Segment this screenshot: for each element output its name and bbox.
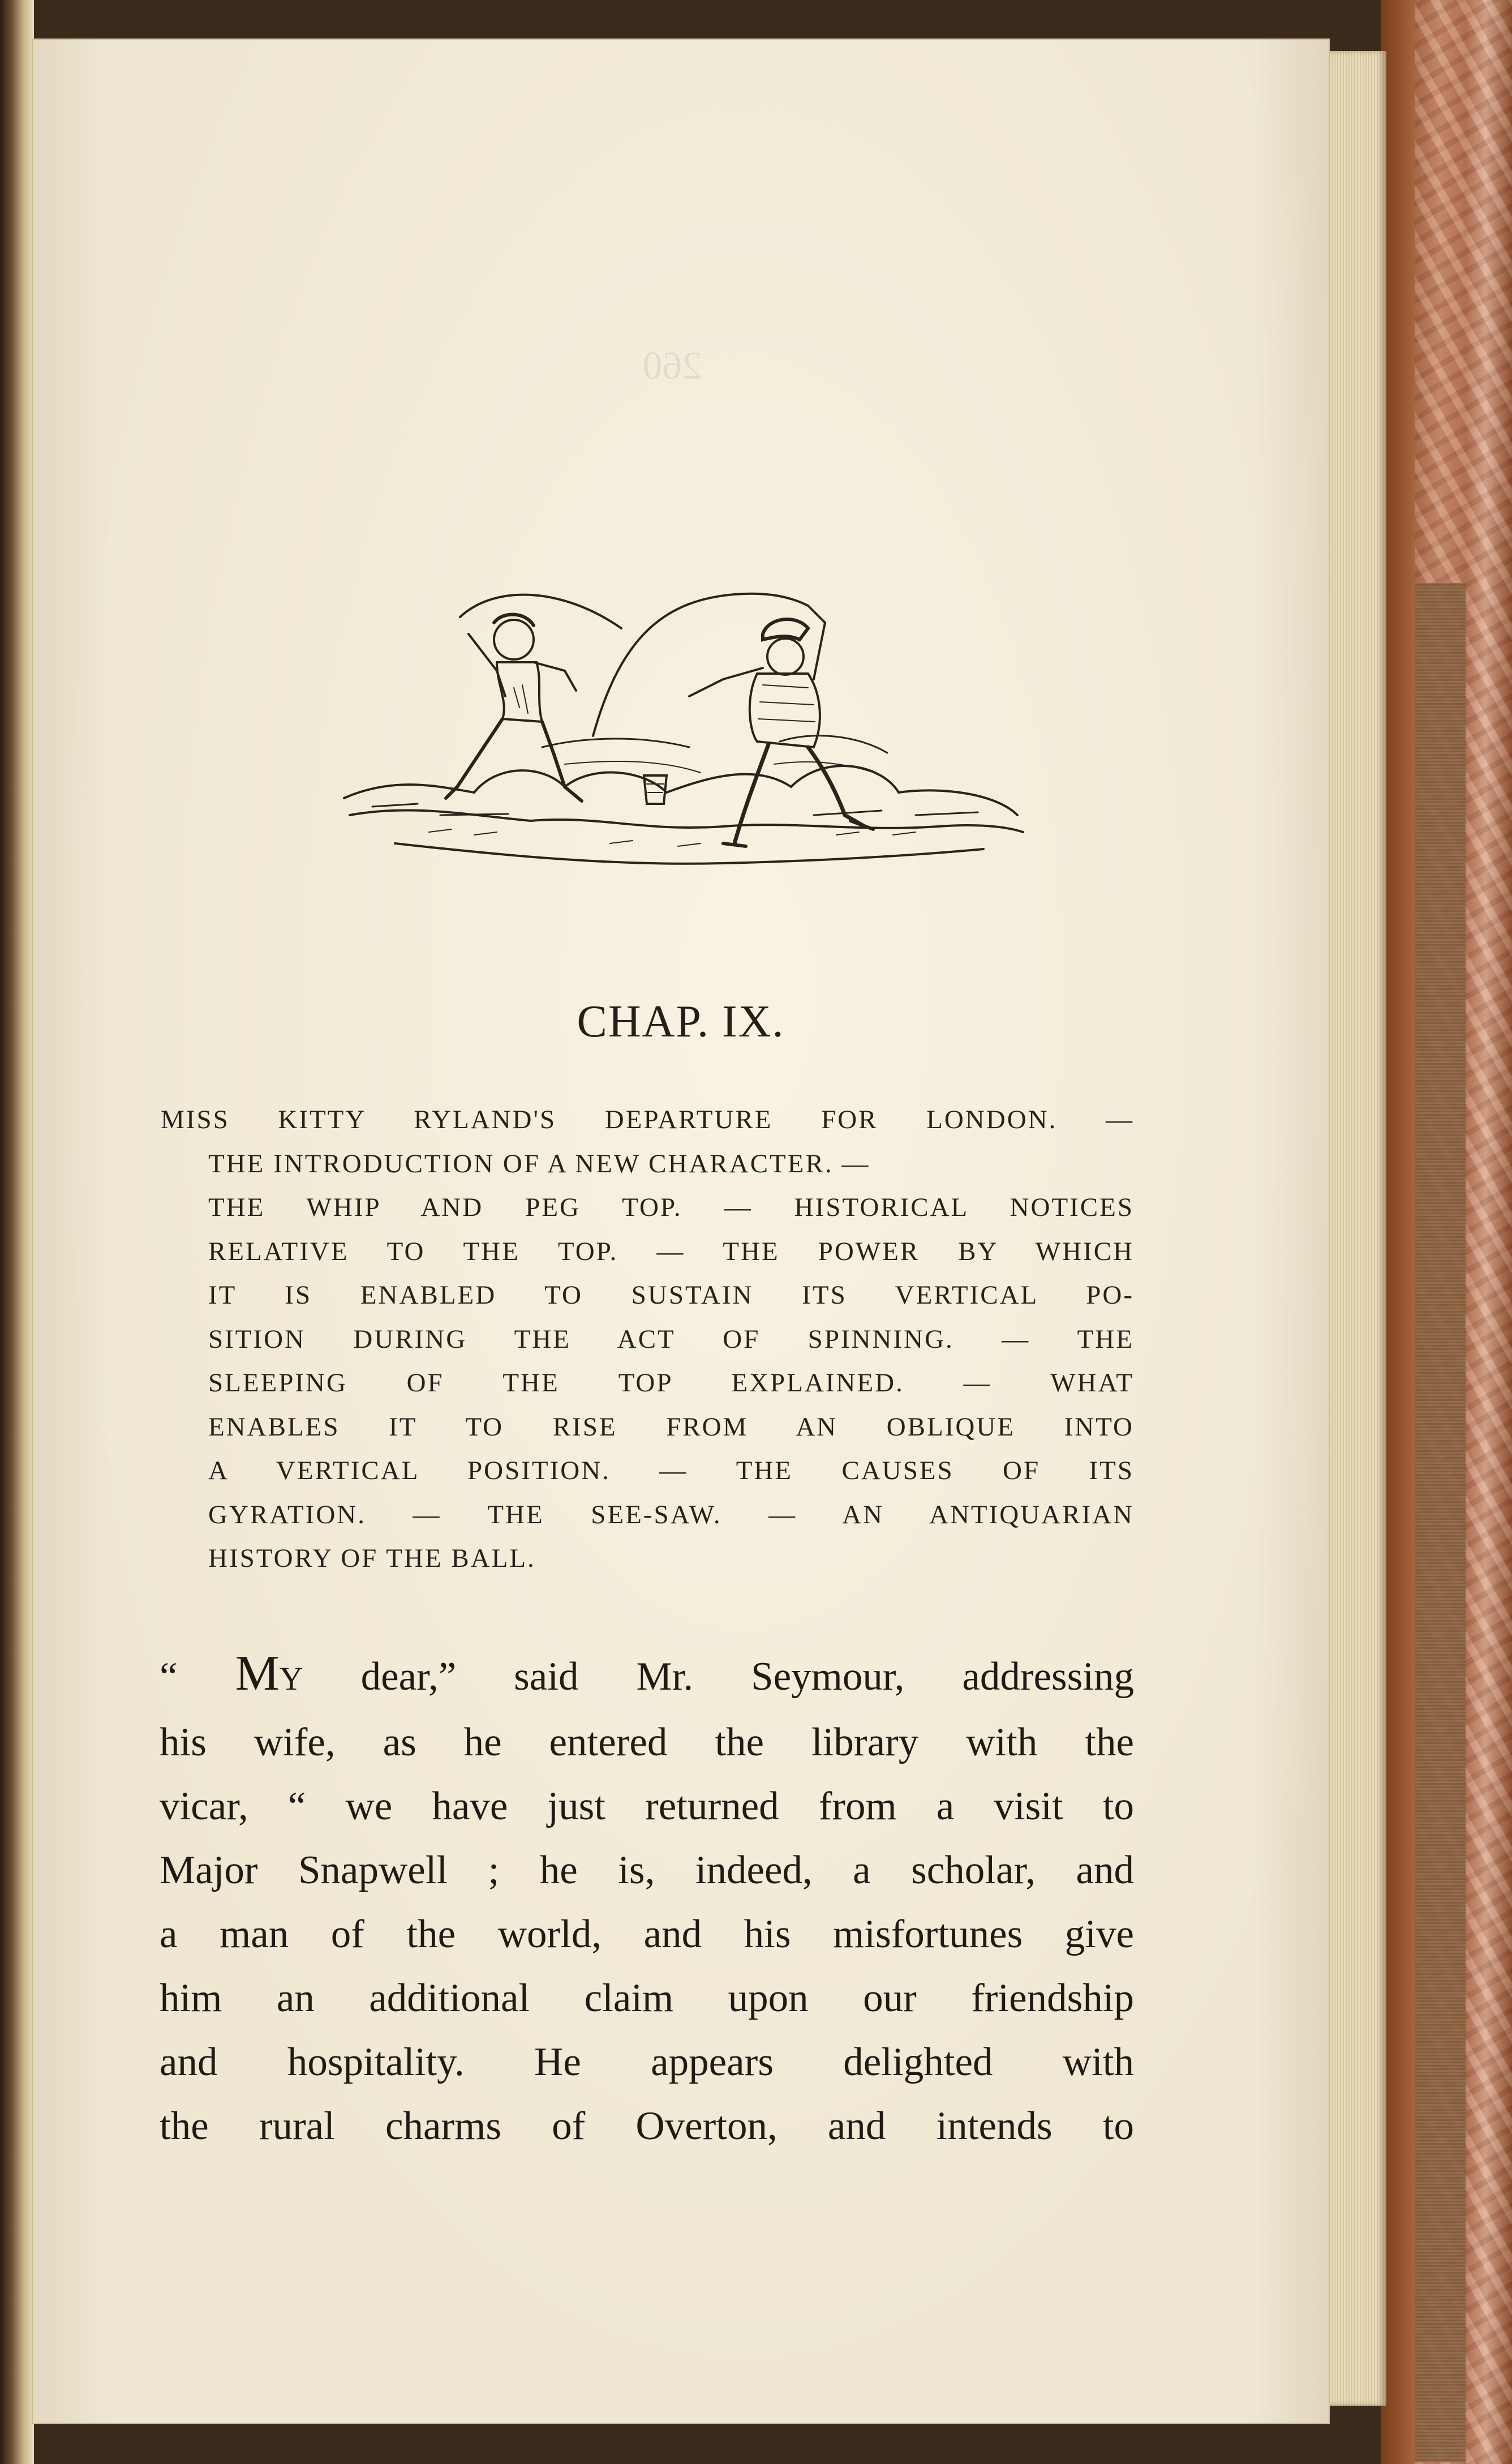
body-line: vicar, “ we have just returned from a visit to: [160, 1784, 1134, 1828]
cloth-binding-strip: [1415, 583, 1466, 2462]
summary-line: THE INTRODUCTION OF A NEW CHARACTER. —: [208, 1149, 870, 1179]
chapter-title: CHAP. IX.: [577, 997, 785, 1047]
drop-capital: M: [235, 1646, 280, 1701]
book-page: [33, 40, 1329, 2423]
show-through-page-number: 260: [642, 344, 702, 388]
small-capital: Y: [279, 1660, 303, 1697]
body-line: and hospitality. He appears delighted with: [160, 2040, 1134, 2084]
summary-line: MISS KITTY RYLAND'S DEPARTURE FOR LONDON. —: [161, 1105, 1134, 1134]
page-fore-edge: [1324, 51, 1386, 2406]
summary-line: HISTORY OF THE BALL.: [208, 1544, 536, 1573]
boys-whipping-tops-vignette-icon: [327, 549, 1034, 923]
body-paragraph: [160, 1642, 1134, 2158]
summary-line: ENABLES IT TO RISE FROM AN OBLIQUE INTO: [208, 1412, 1134, 1442]
open-quote: “: [160, 1655, 235, 1699]
chapter-summary: [161, 1098, 1134, 1581]
body-line: the rural charms of Overton, and intends to: [160, 2104, 1134, 2148]
summary-line: SITION DURING THE ACT OF SPINNING. — THE: [208, 1324, 1134, 1354]
body-line: [160, 1642, 1134, 1711]
first-line-text: dear,” said Mr. Seymour, addressing: [303, 1655, 1135, 1699]
summary-line: SLEEPING OF THE TOP EXPLAINED. — WHAT: [208, 1368, 1134, 1398]
facing-page-edge: [0, 0, 34, 2464]
summary-line: GYRATION. — THE SEE-SAW. — AN ANTIQUARIAN: [208, 1499, 1134, 1529]
summary-line: A VERTICAL POSITION. — THE CAUSES OF ITS: [208, 1456, 1134, 1485]
body-line: Major Snapwell ; he is, indeed, a scholar, and: [160, 1848, 1134, 1892]
summary-line: IT IS ENABLED TO SUSTAIN ITS VERTICAL PO-: [208, 1280, 1134, 1310]
body-line: a man of the world, and his misfortunes give: [160, 1912, 1134, 1956]
summary-line: RELATIVE TO THE TOP. — THE POWER BY WHICH: [208, 1236, 1134, 1266]
body-line: his wife, as he entered the library with the: [160, 1720, 1134, 1764]
body-line: him an additional claim upon our friendship: [160, 1976, 1134, 2020]
summary-line: THE WHIP AND PEG TOP. — HISTORICAL NOTICES: [208, 1193, 1134, 1222]
